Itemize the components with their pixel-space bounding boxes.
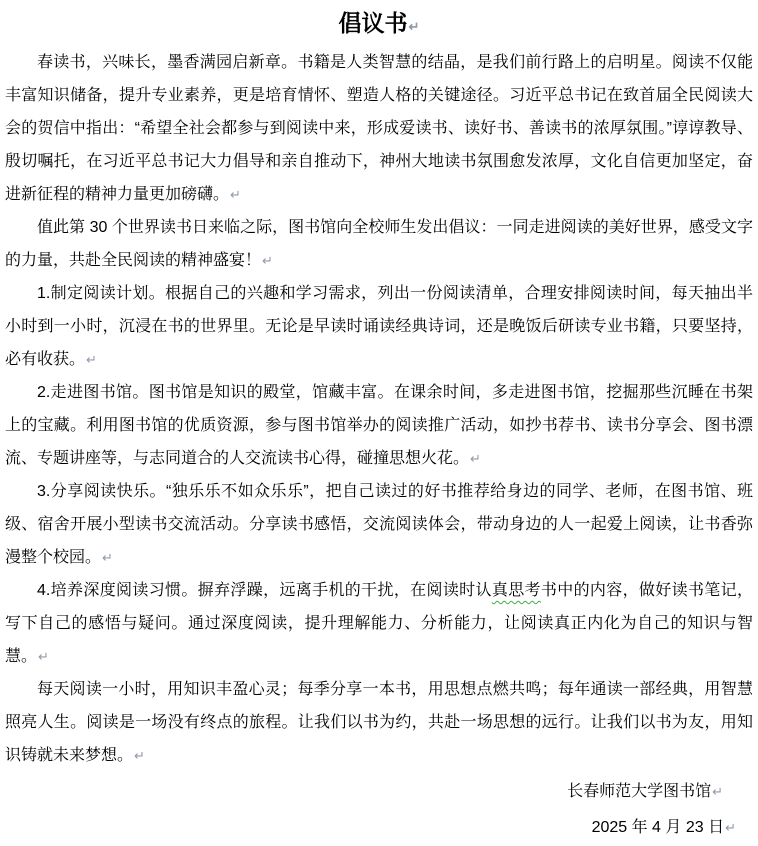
paragraph-announcement xyxy=(5,211,753,277)
paragraph-mark-icon: ↵ xyxy=(262,253,273,268)
document-title xyxy=(5,8,753,42)
paragraph-mark-icon: ↵ xyxy=(134,748,145,763)
paragraph-mark-icon: ↵ xyxy=(712,784,723,799)
paragraph-text: 每天阅读一小时，用知识丰盈心灵；每季分享一本书，用思想点燃共鸣；每年通读一部经典，用智慧照亮人生。阅读是一场没有终点的旅程。让我们以书为约，共赴一场思想的远行。让我们以书为友，用知识铸就未来梦想。 xyxy=(5,681,753,764)
date-text: 2025 年 4 月 23 日 xyxy=(591,819,725,836)
document-title-text: 倡议书 xyxy=(338,10,408,36)
paragraph-text: 书中的内容，做好读书笔记，写下自己的感悟与疑问。通过深度阅读，提升理解能力、分析能力，让阅读真正内化为自己的知识与智慧。 xyxy=(5,582,753,665)
paragraph-text: 值此第 30 个世界读书日来临之际，图书馆向全校师生发出倡议：一同走进阅读的美好世界，感受文字的力量，共赴全民阅读的精神盛宴！ xyxy=(5,219,753,269)
paragraph-text: 1.制定阅读计划。根据自己的兴趣和学习需求，列出一份阅读清单，合理安排阅读时间，每天抽出半小时到一小时，沉浸在书的世界里。无论是早读时诵读经典诗词，还是晚饭后研读专业书籍，只要坚持，必有收获。 xyxy=(5,285,753,368)
paragraph-item-4-deep-reading xyxy=(5,574,753,673)
signature-text: 长春师范大学图书馆 xyxy=(567,783,712,800)
paragraph-text: 3.分享阅读快乐。“独乐乐不如众乐乐”，把自己读过的好书推荐给身边的同学、老师，在图书馆、班级、宿舍开展小型读书交流活动。分享读书感悟，交流阅读体会，带动身边的人一起爱上阅读，让书香弥漫整个校园。 xyxy=(5,483,753,566)
paragraph-mark-icon: ↵ xyxy=(725,820,736,835)
paragraph-mark-icon: ↵ xyxy=(230,187,241,202)
paragraph-mark-icon: ↵ xyxy=(408,19,420,34)
signature-date xyxy=(5,810,753,846)
paragraph-mark-icon: ↵ xyxy=(38,649,49,664)
paragraph-text: 春读书，兴味长，墨香满园启新章。书籍是人类智慧的结晶，是我们前行路上的启明星。阅读不仅能丰富知识储备，提升专业素养，更是培育情怀、塑造人格的关键途径。习近平总书记在致首届全民阅读大会的贺信中指出：“希望全社会都参与到阅读中来，形成爱读书、读好书、善读书的浓厚氛围。”谆谆教导、殷切嘱托，在习近平总书记大力倡导和亲自推动下，神州大地读书氛围愈发浓厚，文化自信更加坚定，奋进新征程的精神力量更加磅礴。 xyxy=(5,54,753,203)
paragraph-closing xyxy=(5,673,753,772)
grammar-check-underlined-text: 真思考 xyxy=(491,582,541,599)
paragraph-mark-icon: ↵ xyxy=(470,451,481,466)
paragraph-mark-icon: ↵ xyxy=(86,352,97,367)
paragraph-item-1-reading-plan xyxy=(5,277,753,376)
paragraph-item-2-visit-library xyxy=(5,376,753,475)
paragraph-item-3-share-joy xyxy=(5,475,753,574)
paragraph-text: 4.培养深度阅读习惯。摒弃浮躁，远离手机的干扰，在阅读时认 xyxy=(37,582,492,599)
paragraph-text: 2.走进图书馆。图书馆是知识的殿堂，馆藏丰富。在课余时间，多走进图书馆，挖掘那些沉睡在书架上的宝藏。利用图书馆的优质资源，参与图书馆举办的阅读推广活动，如抄书荐书、读书分享会、图书漂流、专题讲座等，与志同道合的人交流读书心得，碰撞思想火花。 xyxy=(5,384,753,467)
paragraph-intro xyxy=(5,46,753,211)
paragraph-mark-icon: ↵ xyxy=(102,550,113,565)
signature-organization xyxy=(5,774,753,810)
